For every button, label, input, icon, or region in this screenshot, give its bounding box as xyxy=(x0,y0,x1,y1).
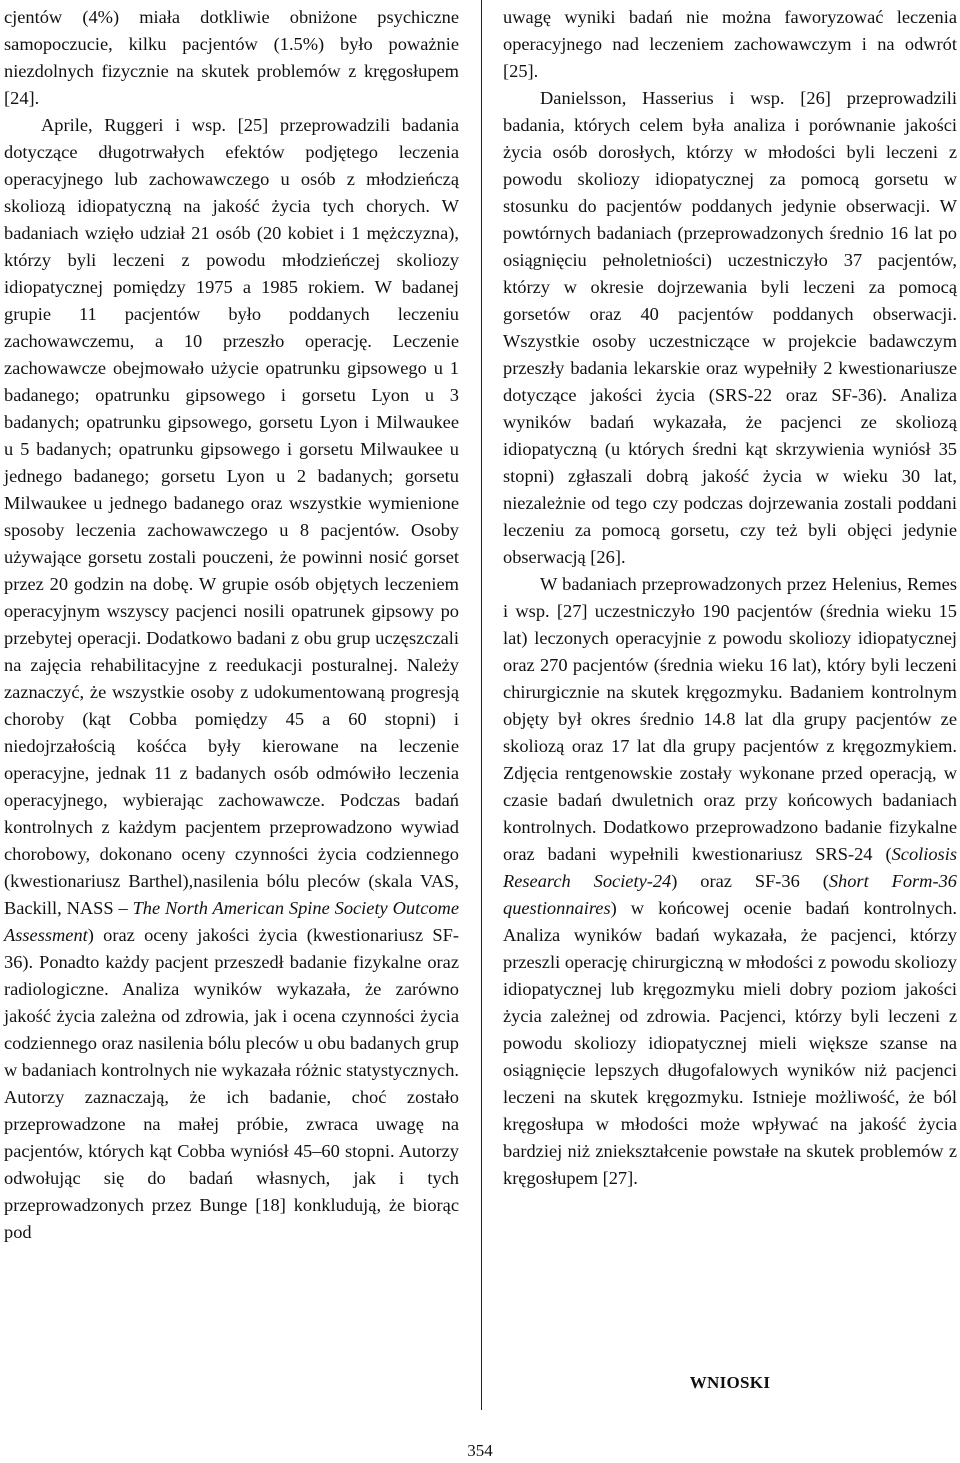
page-number: 354 xyxy=(467,1441,493,1460)
paragraph-danielsson: Danielsson, Hasserius i wsp. [26] przeprowadzili badania, których celem była analiza i porównanie jakości życia osób dorosłych, którzy w młodości byli leczeni z powodu skoliozy idiopatycznej za pomocą gorsetu w stosunku do pacjentów poddanych jedynie obserwacji. W powtórnych badaniach (przeprowadzonych średnio 16 lat po osiągnięciu pełnoletniości) uczestniczyło 37 pacjentów, którzy w okresie dojrzewania byli leczeni za pomocą gorsetów oraz 40 pacjentów poddanych obserwacji. Wszystkie osoby uczestniczące w projekcie badawczym przeszły badania lekarskie oraz wypełniły 2 kwestionariusze dotyczące jakości życia (SRS-22 oraz SF-36). Analiza wyników badań wykazała, że pacjenci ze skoliozą idiopatyczną (u których średni kąt skrzywienia wyniósł 35 stopni) zgłaszali dobrą jakość życia w wieku 30 lat, niezależnie od tego czy podczas dojrzewania zostali poddani leczeniu za pomocą gorsetu, czy też byli objęci jedynie obserwacją [26]. xyxy=(503,88,957,567)
left-column xyxy=(4,4,459,1246)
paragraph-helenius xyxy=(503,571,957,1192)
paragraph-continuation: cjentów (4%) miała dotkliwie obniżone psychiczne samopoczucie, kilku pacjentów (1.5%) było poważnie niezdolnych fizycznie na skutek problemów z kręgosłupem [24]. xyxy=(4,7,459,108)
section-heading: WNIOSKI xyxy=(689,1373,771,1392)
paragraph-text: Aprile, Ruggeri i wsp. [25] przeprowadzili badania dotyczące długotrwałych efektów podjętego leczenia operacyjnego lub zachowawczego u osób z młodzieńczą skoliozą idiopatyczną na jakość życia tych chorych. W badaniach wzięło udział 21 osób (20 kobiet i 1 mężczyzna), którzy byli leczeni z powodu młodzieńczej skoliozy idiopatycznej pomiędzy 1975 a 1985 rokiem. W badanej grupie 11 pacjentów było poddanych leczeniu zachowawczemu, a 10 przeszło operację. Leczenie zachowawcze obejmowało użycie opatrunku gipsowego u 1 badanego; opatrunku gipsowego i gorsetu Lyon u 3 badanych; opatrunku gipsowego, gorsetu Lyon i Milwaukee u 5 badanych; opatrunku gipsowego i gorsetu Milwaukee u jednego badanego; gorsetu Lyon u 2 badanych; gorsetu Milwaukee u jednego badanego oraz wszystkie wymienione sposoby leczenia zachowawczego u 8 pacjentów. Osoby używające gorsetu zostali pouczeni, że powinni nosić gorset przez 20 godzin na dobę. W grupie osób objętych leczeniem operacyjnym wszyscy pacjenci nosili opatrunek gipsowy po przebytej operacji. Dodatkowo badani z obu grup uczęszczali na zajęcia rehabilitacyjne z reedukacji posturalnej. Należy zaznaczyć, że wszystkie osoby z udokumentowaną progresją choroby (kąt Cobba pomiędzy 45 a 60 stopni) i niedojrzałością kośćca były kierowane na leczenie operacyjne, jednak 11 z badanych osób odmówiło leczenia operacyjnego, wybierając zachowawcze. Podczas badań kontrolnych z każdym pacjentem przeprowadzono wywiad chorobowy, dokonano oceny czynności życia codziennego (kwestionariusz Barthel),nasilenia bólu pleców (skala VAS, Backill, NASS – xyxy=(4,115,459,918)
paragraph-continuation: uwagę wyniki badań nie można faworyzować leczenia operacyjnego nad leczeniem zachowawczym i na odwrót [25]. xyxy=(503,7,957,81)
paragraph-text: ) w końcowej ocenie badań kontrolnych. Analiza wyników badań wykazała, że pacjenci, którzy przeszli operację chirurgiczną w młodości z powodu skoliozy idiopatycznej lub kręgozmyku mieli dobry poziom jakości życia zależnej od zdrowia. Pacjenci, którzy byli leczeni z powodu skoliozy idiopatycznej mieli większe szanse na osiągnięcie lepszych długofalowych wyników niż pacjenci leczeni na skutek kręgozmyku. Istnieje możliwość, że ból kręgosłupa w młodości może wpływać na jakość życia bardziej niż zniekształcenie powstałe na skutek problemów z kręgosłupem [27]. xyxy=(503,898,957,1188)
paragraph-text: ) oraz SF-36 ( xyxy=(671,871,829,891)
paragraph-aprile-ruggeri xyxy=(4,112,459,1246)
column-divider xyxy=(481,0,482,1410)
right-column xyxy=(503,4,957,1192)
paragraph-text: W badaniach przeprowadzonych przez Helenius, Remes i wsp. [27] uczestniczyło 190 pacjentów (średnia wieku 15 lat) leczonych operacyjnie z powodu skoliozy idiopatycznej oraz 270 pacjentów (średnia wieku 16 lat), który byli leczeni chirurgicznie na skutek kręgozmyku. Badaniem kontrolnym objęty był okres średnio 14.8 lat dla grupy pacjentów ze skoliozą oraz 17 lat dla grupy pacjentów z kręgozmykiem. Zdjęcia rentgenowskie zostały wykonane przed operacją, w czasie badań dwuletnich oraz przy końcowych badaniach kontrolnych. Dodatkowo przeprowadzono badanie fizykalne oraz badani wypełnili kwestionariusz SRS-24 ( xyxy=(503,574,957,864)
paragraph-text: ) oraz oceny jakości życia (kwestionariusz SF-36). Ponadto każdy pacjent przeszedł badanie fizykalne oraz radiologiczne. Analiza wyników wykazała, że zarówno jakość życia zależna od zdrowia, jak i ocena czynności życia codziennego oraz nasilenia bólu pleców u obu badanych grup w badaniach kontrolnych nie wykazała różnic statystycznych. Autorzy zaznaczają, że ich badanie, choć zostało przeprowadzone na małej próbie, zwraca uwagę na pacjentów, których kąt Cobba wyniósł 45–60 stopni. Autorzy odwołując się do badań własnych, jak i tych przeprowadzonych przez Bunge [18] konkludują, że biorąc pod xyxy=(4,925,459,1242)
italic-term: The North American Spine Society Outcome Assessment xyxy=(4,898,459,945)
italic-term: Scoliosis Research Society-24 xyxy=(503,844,957,891)
italic-term: Short Form-36 questionnaires xyxy=(503,871,957,918)
